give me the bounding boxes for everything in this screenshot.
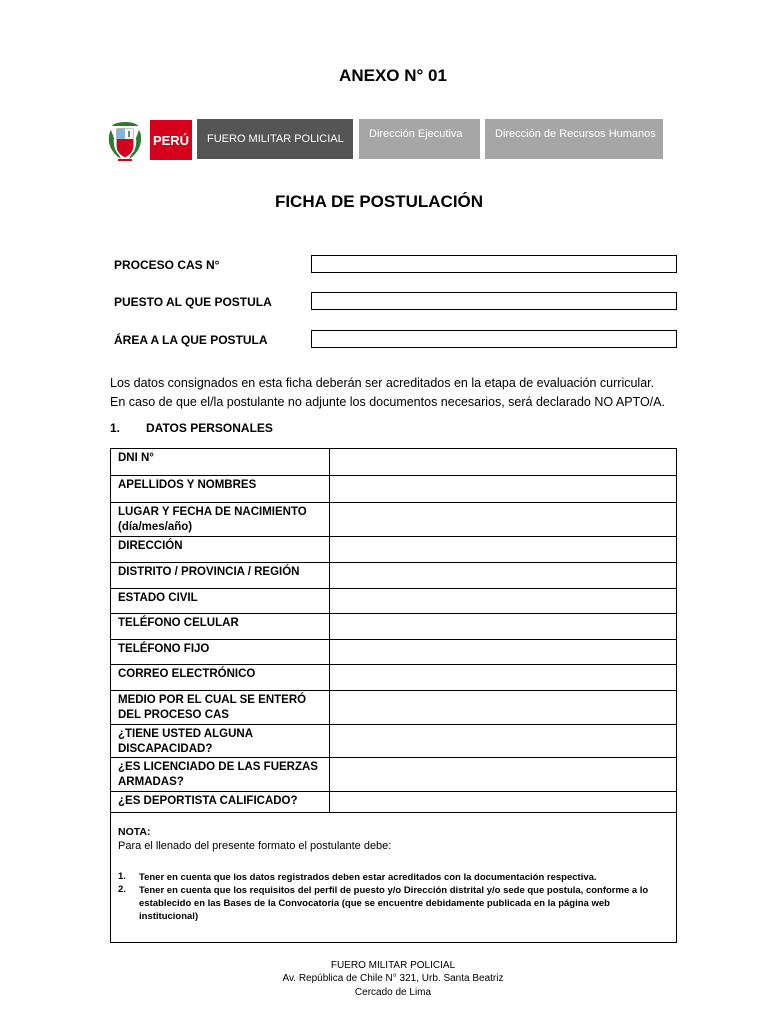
- note-item-text: Tener en cuenta que los requisitos del perfil de puesto y/o Dirección distrital y/o sede que postula, conforme a lo establecido en las Bases de la Convocatoria (que se encuentre debidamente publicada en la página web institucional): [139, 885, 649, 922]
- intro-text: [110, 374, 700, 412]
- note-item-number: 1.: [118, 871, 126, 882]
- row-label: MEDIO POR EL CUAL SE ENTERÓ DEL PROCESO CAS: [111, 691, 330, 724]
- footer-city: Cercado de Lima: [354, 987, 432, 998]
- row-value-input[interactable]: [330, 665, 676, 690]
- area-label: ÁREA A LA QUE POSTULA: [114, 333, 268, 347]
- table-row: [111, 476, 676, 503]
- row-value-input[interactable]: [330, 614, 676, 639]
- row-value-input[interactable]: [330, 691, 676, 724]
- proceso-cas-input[interactable]: [311, 255, 677, 273]
- row-label: DNI N°: [111, 449, 330, 475]
- table-row: [111, 589, 676, 614]
- row-value-input[interactable]: [330, 758, 676, 791]
- row-label: TELÉFONO FIJO: [111, 640, 330, 664]
- row-value-input[interactable]: [330, 476, 676, 502]
- table-row: [111, 665, 676, 691]
- row-value-input[interactable]: [330, 449, 676, 475]
- area-input[interactable]: [311, 330, 677, 348]
- table-row: [111, 537, 676, 563]
- table-row: [111, 792, 676, 813]
- intro-line-1: Los datos consignados en esta ficha deberán ser acreditados en la etapa de evaluación curricular.: [110, 376, 655, 390]
- header-direccion-ejecutiva: Dirección Ejecutiva: [359, 119, 480, 159]
- row-label: ¿ES LICENCIADO DE LAS FUERZAS ARMADAS?: [111, 758, 330, 791]
- row-label: DISTRITO / PROVINCIA / REGIÓN: [111, 563, 330, 588]
- footer-address: Av. República de Chile N° 321, Urb. Santa Beatriz: [282, 973, 504, 984]
- note-intro: Para el llenado del presente formato el postulante debe:: [118, 840, 392, 852]
- row-label: CORREO ELECTRÓNICO: [111, 665, 330, 690]
- row-label: TELÉFONO CELULAR: [111, 614, 330, 639]
- footer-institution: FUERO MILITAR POLICIAL: [330, 960, 456, 971]
- table-row: [111, 758, 676, 792]
- annex-title: ANEXO N° 01: [339, 66, 447, 85]
- row-value-input[interactable]: [330, 503, 676, 536]
- table-row: [111, 725, 676, 758]
- peru-brand-logo: PERÚ: [150, 120, 192, 160]
- puesto-input[interactable]: [311, 292, 677, 310]
- row-value-input[interactable]: [330, 640, 676, 664]
- row-label: LUGAR Y FECHA DE NACIMIENTO (día/mes/año): [111, 503, 330, 536]
- table-row: [111, 614, 676, 640]
- table-row: [111, 640, 676, 665]
- row-value-input[interactable]: [330, 792, 676, 812]
- table-row: [111, 449, 676, 476]
- row-value-input[interactable]: [330, 563, 676, 588]
- section-number: 1.: [110, 421, 121, 435]
- row-label: ¿TIENE USTED ALGUNA DISCAPACIDAD?: [111, 725, 330, 757]
- header-direccion-rrhh: Dirección de Recursos Humanos: [485, 119, 663, 159]
- row-value-input[interactable]: [330, 537, 676, 562]
- row-value-input[interactable]: [330, 725, 676, 757]
- proceso-cas-label: PROCESO CAS N°: [114, 258, 220, 272]
- row-label: ¿ES DEPORTISTA CALIFICADO?: [111, 792, 330, 812]
- note-item-text: Tener en cuenta que los datos registrados deben estar acreditados con la documentación respectiva.: [139, 872, 597, 883]
- note-title: NOTA:: [118, 826, 151, 838]
- form-title: FICHA DE POSTULACIÓN: [274, 192, 484, 211]
- intro-line-2: En caso de que el/la postulante no adjunte los documentos necesarios, será declarado NO APTO/A.: [110, 395, 665, 409]
- row-label: ESTADO CIVIL: [111, 589, 330, 613]
- row-label: DIRECCIÓN: [111, 537, 330, 562]
- table-row: [111, 503, 676, 537]
- row-label: APELLIDOS Y NOMBRES: [111, 476, 330, 502]
- section-title: DATOS PERSONALES: [146, 421, 273, 435]
- national-coat-of-arms-icon: [106, 120, 144, 164]
- puesto-label: PUESTO AL QUE POSTULA: [114, 295, 272, 309]
- personal-data-table: [110, 448, 677, 943]
- row-value-input[interactable]: [330, 589, 676, 613]
- table-row: [111, 691, 676, 725]
- table-row: [111, 563, 676, 589]
- header-institution: FUERO MILITAR POLICIAL: [197, 119, 353, 159]
- note-item-number: 2.: [118, 884, 126, 895]
